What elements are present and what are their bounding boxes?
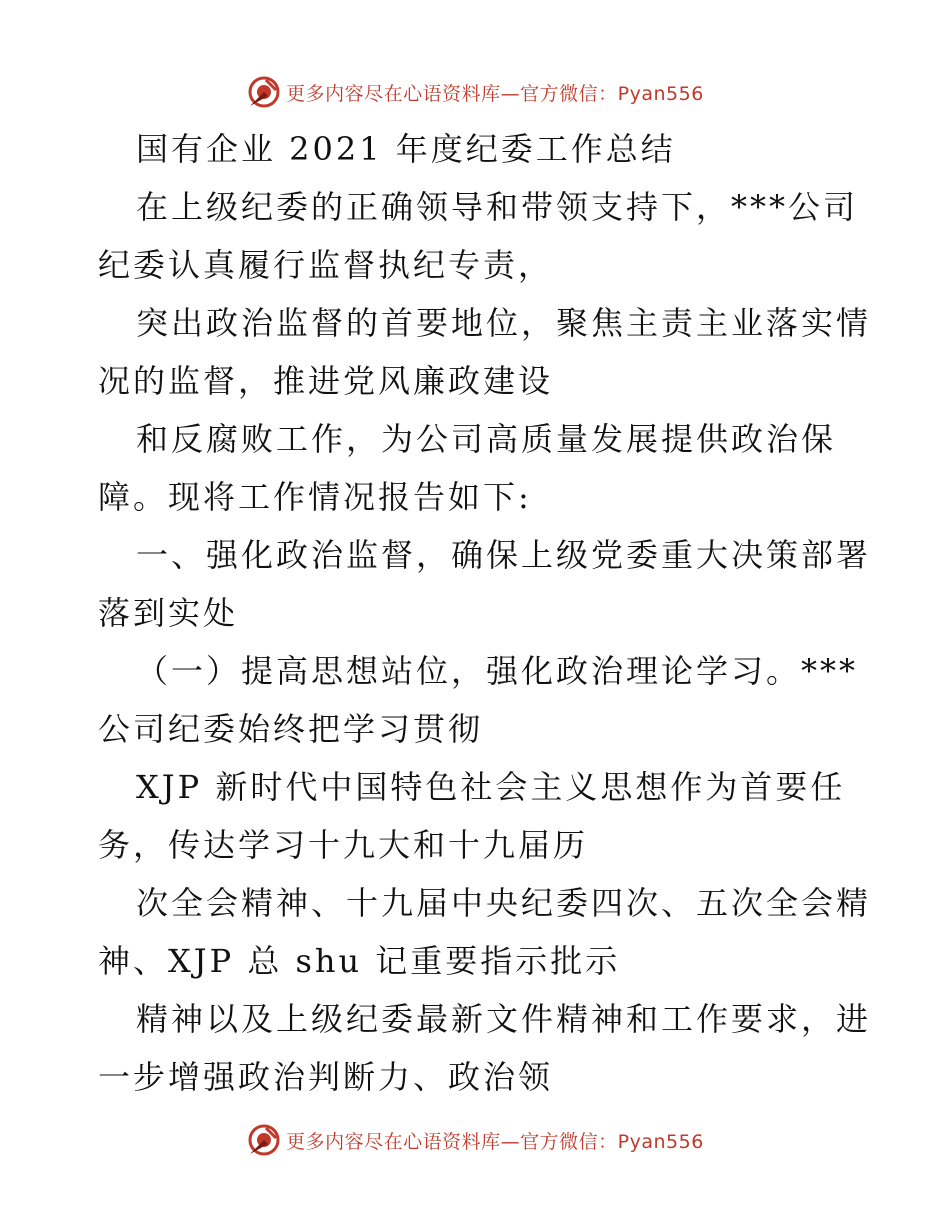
text-line: 次全会精神、十九届中央纪委四次、五次全会精 [136,884,872,922]
text-line: 务，传达学习十九大和十九届历 [98,826,589,864]
paragraph [98,874,872,990]
text-line: 精神以及上级纪委最新文件精神和工作要求，进 [136,1000,872,1038]
text-line: 公司纪委始终把学习贯彻 [98,710,484,748]
paragraph [98,178,858,294]
pen-logo-icon [246,1122,282,1158]
text-line: 和反腐败工作，为公司高质量发展提供政治保 [136,420,837,458]
paragraph [98,990,872,1106]
watermark-header [0,72,950,112]
text-line: XJP 新时代中国特色社会主义思想作为首要任 [136,768,846,806]
document-body [98,120,872,1106]
text-line: 纪委认真履行监督执纪专责， [98,246,554,284]
text-line: 国有企业 2021 年度纪委工作总结 [136,130,676,168]
text-line: 神、XJP 总 shu 记重要指示批示 [98,942,621,980]
paragraph [98,410,858,526]
text-line: 一步增强政治判断力、政治领 [98,1058,554,1096]
text-line: 突出政治监督的首要地位，聚焦主责主业落实情 [136,304,872,342]
watermark-footer [0,1120,950,1160]
text-line: （一）提高思想站位，强化政治理论学习。*** [136,652,859,690]
document-title [98,120,858,178]
watermark-text: 更多内容尽在心语资料库—官方微信：Pyan556 [286,1130,704,1153]
paragraph [98,642,858,758]
text-line: 况的监督，推进党风廉政建设 [98,362,554,400]
pen-logo-icon [246,74,282,110]
paragraph [98,294,872,410]
text-line: 落到实处 [98,594,239,632]
text-line: 障。现将工作情况报告如下: [98,478,532,516]
watermark-text: 更多内容尽在心语资料库—官方微信：Pyan556 [286,82,704,105]
text-line: 在上级纪委的正确领导和带领支持下，***公司 [136,188,859,226]
text-line: 一、强化政治监督，确保上级党委重大决策部署 [136,536,872,574]
paragraph [98,526,872,642]
paragraph [98,758,858,874]
